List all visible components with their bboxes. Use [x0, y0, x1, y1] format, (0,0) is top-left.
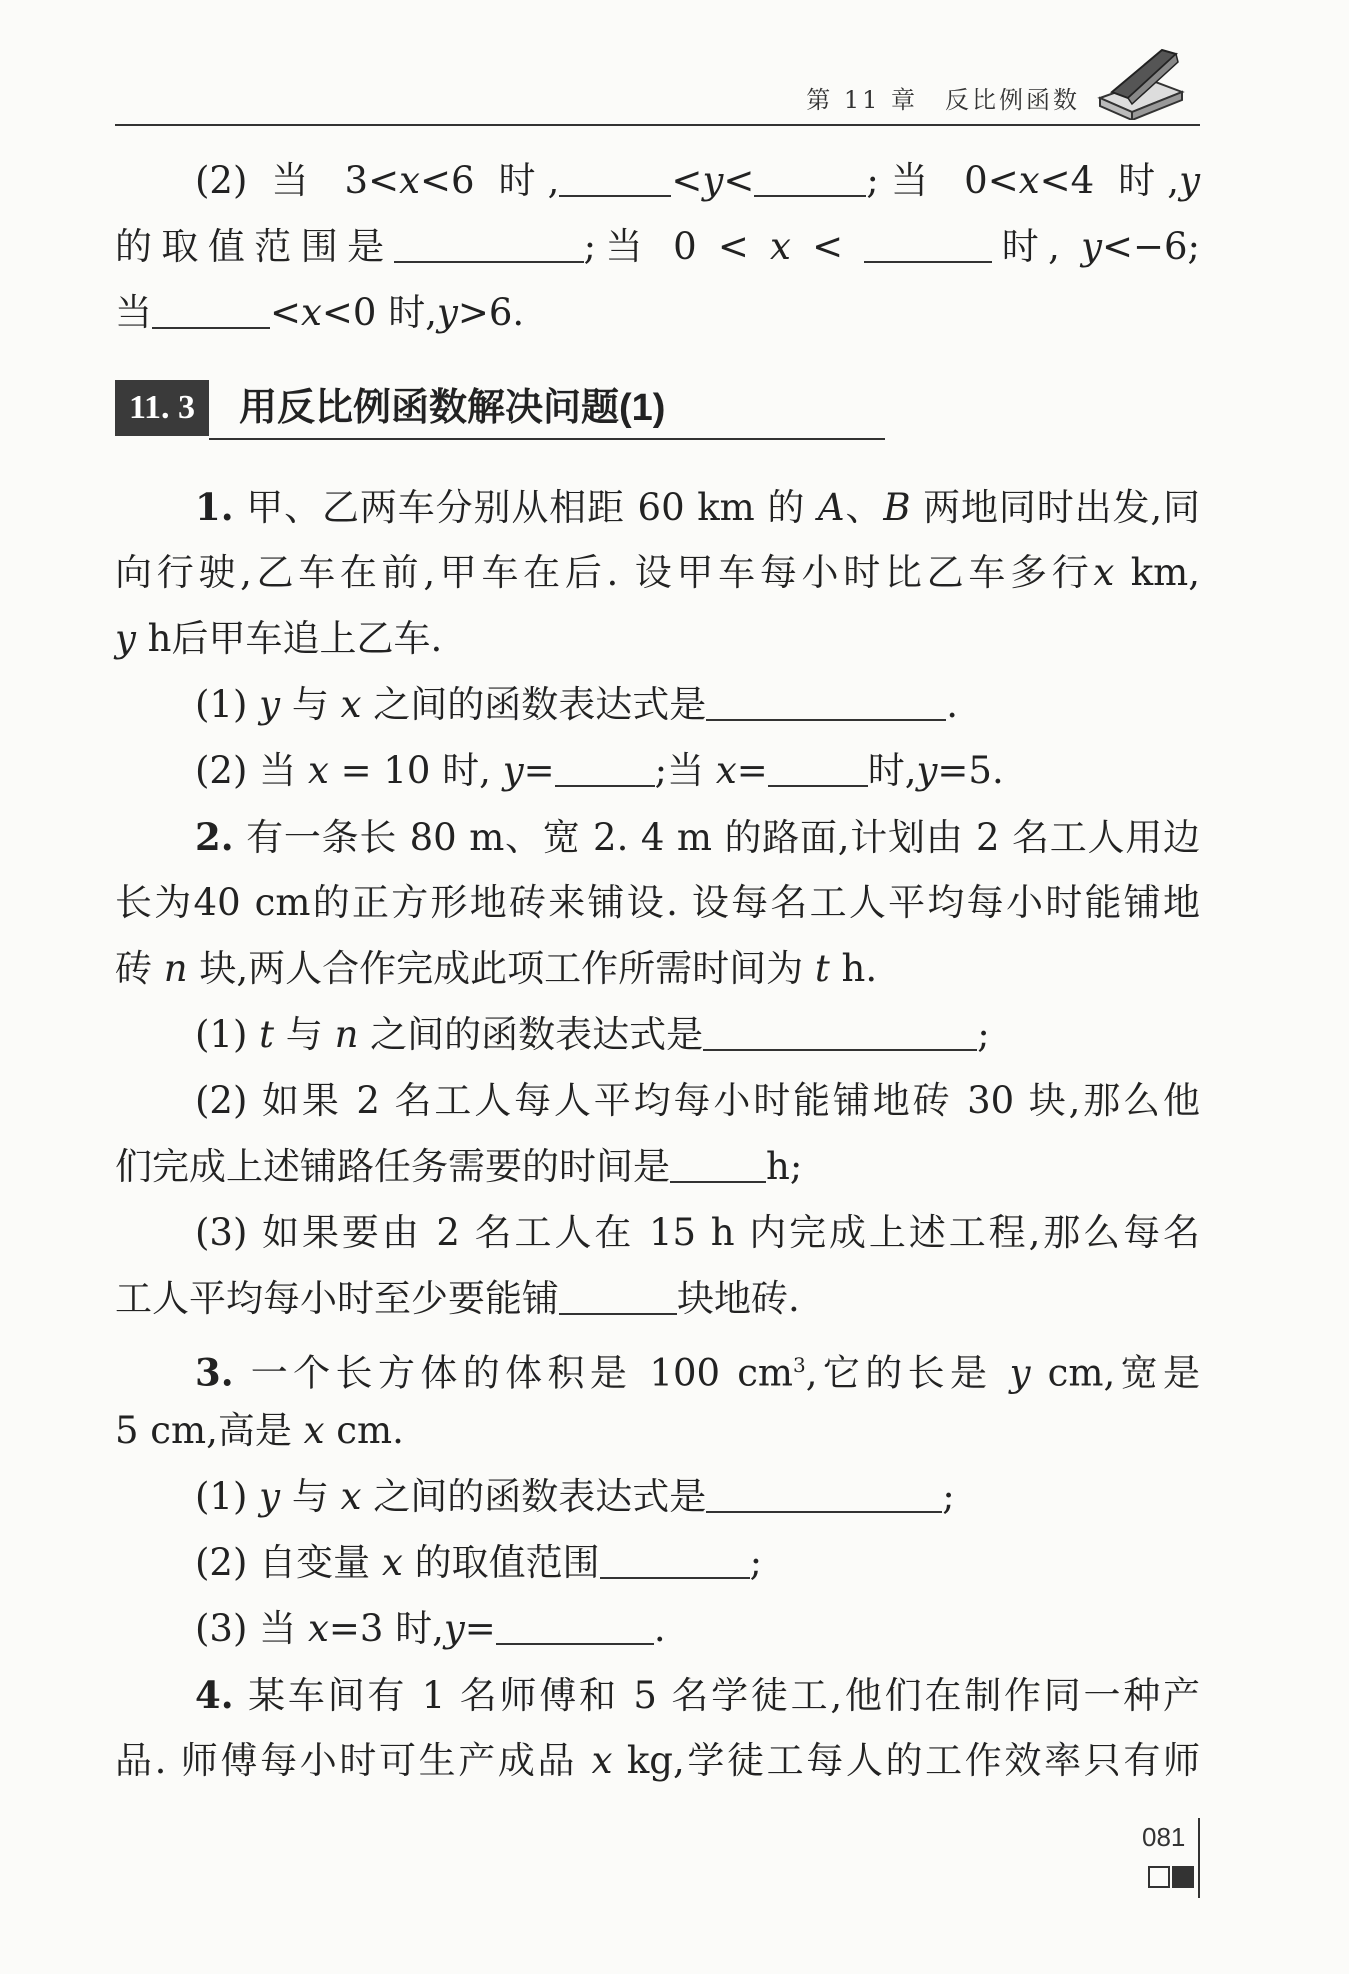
- q2-sub-1: (1) t 与 n 之间的函数表达式是 ;: [195, 1013, 990, 1056]
- page-number: 081: [1142, 1822, 1186, 1852]
- prev-line-2: 的取值范围是 ;当 0 < x < 时, y<−6;: [115, 225, 1201, 268]
- q1-sub-2: (2) 当 x = 10 时, y= ;当 x= 时,y=5.: [195, 749, 1004, 792]
- answer-blank[interactable]: [152, 291, 270, 329]
- q3-sub-1: (1) y 与 x 之间的函数表达式是 ;: [195, 1475, 955, 1518]
- section-title: 用反比例函数解决问题(1): [239, 387, 666, 429]
- answer-blank[interactable]: [559, 159, 671, 197]
- page-header: [115, 40, 1200, 126]
- answer-blank[interactable]: [600, 1541, 750, 1579]
- book-icon: [1090, 40, 1190, 120]
- q2-sub-3a: (3) 如果要由 2 名工人在 15 h 内完成上述工程,那么每名: [195, 1211, 1200, 1254]
- q3-line-2: 5 cm,高是 x cm.: [115, 1409, 404, 1452]
- section-underline: [209, 438, 885, 440]
- answer-blank[interactable]: [555, 749, 655, 787]
- q4-line-1: 4. 某车间有 1 名师傅和 5 名学徒工,他们在制作同一种产: [195, 1673, 1200, 1717]
- q1-line-1: 1. 甲、乙两车分别从相距 60 km 的 A、B 两地同时出发,同: [195, 485, 1200, 529]
- q2-line-2: 长为40 cm的正方形地砖来铺设. 设每名工人平均每小时能铺地: [115, 881, 1200, 924]
- answer-blank[interactable]: [670, 1145, 766, 1183]
- filled-square-icon: [1172, 1866, 1194, 1888]
- answer-blank[interactable]: [706, 683, 946, 721]
- q1-sub-1: (1) y 与 x 之间的函数表达式是 .: [195, 683, 959, 726]
- q3-line-1: 3. 一个长方体的体积是 100 $cm^3$,它的长是 y cm,宽是: [195, 1350, 1200, 1395]
- answer-blank[interactable]: [394, 225, 584, 263]
- q2-sub-2b: 们完成上述铺路任务需要的时间是 h;: [115, 1145, 803, 1188]
- section-heading: [115, 376, 1200, 446]
- q1-line-3: y h后甲车追上乙车.: [115, 617, 443, 660]
- q2-sub-2a: (2) 如果 2 名工人每人平均每小时能铺地砖 30 块,那么他: [195, 1079, 1200, 1122]
- q3-sub-2: (2) 自变量 x 的取值范围 ;: [195, 1541, 763, 1584]
- section-number: 11. 3: [115, 380, 209, 436]
- q4-line-2: 品. 师傅每小时可生产成品 x kg,学徒工每人的工作效率只有师: [115, 1739, 1200, 1782]
- q2-line-3: 砖 n 块,两人合作完成此项工作所需时间为 t h.: [115, 947, 878, 990]
- prev-line-3: 当 <x<0 时,y>6.: [115, 291, 525, 334]
- page-content: [115, 148, 1200, 1794]
- answer-blank[interactable]: [703, 1013, 977, 1051]
- q2-sub-3b: 工人平均每小时至少要能铺 块地砖.: [115, 1277, 800, 1320]
- answer-blank[interactable]: [559, 1277, 677, 1315]
- answer-blank[interactable]: [864, 225, 992, 263]
- outline-square-icon: [1148, 1866, 1170, 1888]
- q2-line-1: 2. 有一条长 80 m、宽 2. 4 m 的路面,计划由 2 名工人用边: [195, 815, 1200, 859]
- page-number-rule: [1198, 1818, 1200, 1898]
- answer-blank[interactable]: [768, 749, 868, 787]
- answer-blank[interactable]: [706, 1475, 942, 1513]
- q1-line-2: 向行驶,乙车在前,甲车在后. 设甲车每小时比乙车多行x km,: [115, 551, 1201, 594]
- answer-blank[interactable]: [496, 1607, 654, 1645]
- prev-line-1: (2) 当 3<x<6 时, <y< ;当 0<x<4 时,y: [195, 159, 1200, 202]
- chapter-label: 第 11 章 反比例函数: [806, 86, 1080, 114]
- answer-blank[interactable]: [754, 159, 866, 197]
- q3-sub-3: (3) 当 x=3 时,y= .: [195, 1607, 666, 1650]
